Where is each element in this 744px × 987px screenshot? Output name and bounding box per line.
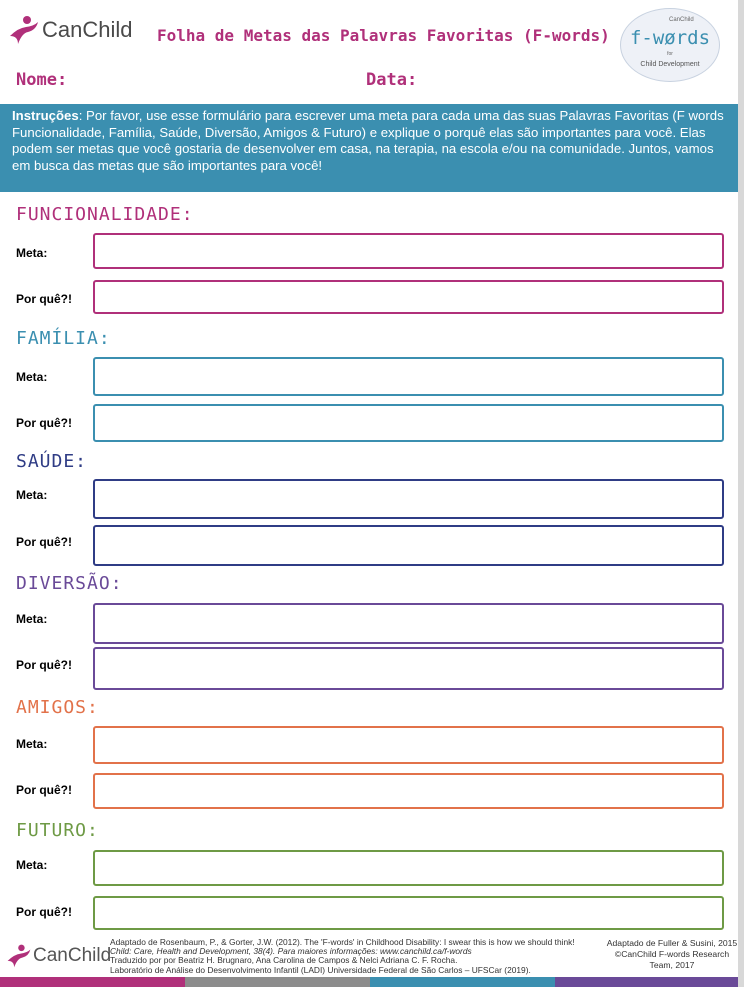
page-title: Folha de Metas das Palavras Favoritas (F-words) bbox=[157, 26, 610, 45]
goal-label: Meta: bbox=[16, 246, 48, 260]
footer-logo-text: CanChild bbox=[33, 945, 112, 966]
footer-team-credit bbox=[602, 938, 742, 971]
badge-top-text: CanChild bbox=[669, 17, 694, 23]
goal-label: Meta: bbox=[16, 370, 48, 384]
section-title-futuro: FUTURO: bbox=[16, 820, 99, 841]
why-label: Por quê?! bbox=[16, 416, 72, 430]
date-label: Data: bbox=[366, 70, 418, 90]
section-title-funcionalidade: FUNCIONALIDADE: bbox=[16, 204, 194, 225]
why-field-amigos[interactable] bbox=[93, 773, 724, 809]
goal-field-saude[interactable] bbox=[93, 479, 724, 519]
goal-field-futuro[interactable] bbox=[93, 850, 724, 886]
section-title-amigos: AMIGOS: bbox=[16, 697, 99, 718]
instructions-lead: Instruções bbox=[12, 108, 79, 123]
goal-label: Meta: bbox=[16, 612, 48, 626]
section-title-saude: SAÚDE: bbox=[16, 451, 88, 472]
goal-field-familia[interactable] bbox=[93, 357, 724, 396]
why-field-diversao[interactable] bbox=[93, 647, 724, 690]
color-bar-teal bbox=[370, 977, 555, 987]
instructions-text: : Por favor, use esse formulário para escrever uma meta para cada uma das suas Palavras Favoritas (F words Funcionalidade, Família, Saúde, Diversão, Amigos & Futuro) e explique o porquê elas são importantes para você. Elas podem ser metas que você gostaria de desenvolver em casa, na terapia, na escola e/ou na comunidade. Juntos, vamos em busca das metas que são importantes para você! bbox=[12, 108, 724, 173]
section-title-diversao: DIVERSÃO: bbox=[16, 573, 123, 594]
why-label: Por quê?! bbox=[16, 905, 72, 919]
credit-line: Adaptado de Rosenbaum, P., & Gorter, J.W. (2012). The 'F-words' in Childhood Disability: I swear this is how we should think! bbox=[110, 937, 575, 947]
fwords-badge bbox=[620, 8, 720, 82]
why-field-saude[interactable] bbox=[93, 525, 724, 566]
credit-line: Child: Care, Health and Development, 38(4). Para maiores informações: www.canchild.ca/f-words bbox=[110, 946, 472, 957]
why-field-funcionalidade[interactable] bbox=[93, 280, 724, 314]
why-label: Por quê?! bbox=[16, 535, 72, 549]
why-label: Por quê?! bbox=[16, 658, 72, 672]
why-label: Por quê?! bbox=[16, 783, 72, 797]
goal-label: Meta: bbox=[16, 488, 48, 502]
why-label: Por quê?! bbox=[16, 292, 72, 306]
team-line: ©CanChild F-words Research bbox=[614, 949, 730, 959]
color-bar-gray bbox=[185, 977, 370, 987]
color-bar-purple bbox=[555, 977, 738, 987]
section-title-familia: FAMÍLIA: bbox=[16, 328, 111, 349]
goal-label: Meta: bbox=[16, 858, 48, 872]
credit-line: Laboratório de Análise do Desenvolvimento Infantil (LADI) Universidade Federal de São Carlos – UFSCar (2019). bbox=[110, 964, 531, 975]
badge-sub-text: for bbox=[667, 51, 673, 57]
instructions-box bbox=[0, 104, 738, 192]
goal-field-funcionalidade[interactable] bbox=[93, 233, 724, 269]
credit-line: Traduzido por por Beatriz H. Brugnaro, Ana Carolina de Campos & Nelci Adriana C. F. Rocha. bbox=[110, 955, 458, 966]
page-edge bbox=[738, 0, 744, 987]
goal-label: Meta: bbox=[16, 737, 48, 751]
badge-bottom-text: Child Development bbox=[640, 61, 700, 68]
logo-text: CanChild bbox=[42, 17, 133, 42]
team-line: Team, 2017 bbox=[649, 960, 695, 970]
why-field-futuro[interactable] bbox=[93, 896, 724, 930]
goal-field-amigos[interactable] bbox=[93, 726, 724, 764]
footer-canchild-logo bbox=[6, 943, 111, 969]
goal-field-diversao[interactable] bbox=[93, 603, 724, 644]
color-bar-magenta bbox=[0, 977, 185, 987]
canchild-logo bbox=[8, 14, 133, 46]
child-figure-icon bbox=[8, 14, 40, 46]
team-line: Adaptado de Fuller & Susini, 2015 bbox=[606, 938, 738, 948]
name-label: Nome: bbox=[16, 70, 68, 90]
why-field-familia[interactable] bbox=[93, 404, 724, 442]
footer-credits bbox=[110, 938, 575, 975]
child-figure-icon bbox=[6, 943, 32, 969]
badge-main-text: f-wørds bbox=[629, 27, 711, 49]
